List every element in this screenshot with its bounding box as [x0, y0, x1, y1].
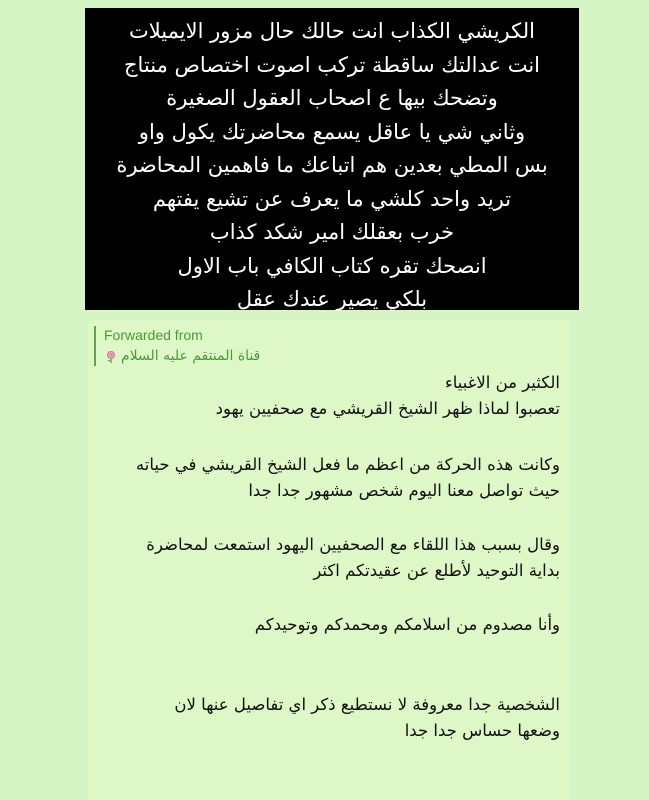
- overlay-line: وثاني شي يا عاقل يسمع محاضرتك يكول واو: [138, 119, 526, 144]
- overlay-line: خرب بعقلك امير شكد كذاب: [209, 220, 455, 244]
- message-paragraph: [98, 452, 560, 504]
- message-line: الشخصية جدا معروفة لا نستطيع ذكر اي تفاصيل عنها لان: [174, 695, 560, 714]
- screenshot-text-overlay: [85, 8, 579, 310]
- message-paragraph: [98, 692, 560, 744]
- overlay-line: بلكي يصير عندك عقل: [236, 287, 428, 311]
- message-paragraph: [98, 532, 560, 584]
- message-line: وقال بسبب هذا اللقاء مع الصحفيين اليهود استمعت لمحاضرة: [146, 535, 560, 554]
- message-text: [98, 370, 560, 744]
- overlay-line: تريد واحد كلشي ما يعرف عن تشيع يفتهم: [152, 186, 512, 211]
- rose-icon: [104, 349, 118, 363]
- forward-source-name: قناة المنتقم عليه السلام: [121, 348, 261, 364]
- message-bubble[interactable]: [88, 320, 570, 800]
- message-line: وضعها حساس جدا جدا: [404, 721, 560, 740]
- forward-source[interactable]: [104, 346, 404, 366]
- message-line: حيث تواصل معنا اليوم شخص مشهور جدا جدا: [248, 481, 560, 500]
- overlay-line: وتضحك بيها ع اصحاب العقول الصغيرة: [166, 86, 498, 110]
- message-paragraph: [98, 370, 560, 422]
- forwarded-label: Forwarded from: [104, 327, 203, 343]
- overlay-line: بس المطي بعدين هم اتباعك ما فاهمين المحاضرة: [116, 153, 548, 177]
- overlay-line: انصحك تقره كتاب الكافي باب الاول: [177, 253, 487, 278]
- message-line: الكثير من الاغبياء: [444, 373, 560, 392]
- message-paragraph: [98, 612, 560, 638]
- message-line: وكانت هذه الحركة من اعظم ما فعل الشيخ القريشي في حياته: [135, 455, 560, 474]
- forward-header[interactable]: [94, 326, 404, 366]
- overlay-line: انت عدالتك ساقطة تركب اصوت اختصاص منتاج: [123, 52, 541, 77]
- message-line: وأنا مصدوم من اسلامكم ومحمدكم وتوحيدكم: [254, 615, 560, 634]
- message-line: تعصبوا لماذا ظهر الشيخ القريشي مع صحفيين يهود: [215, 399, 560, 418]
- message-line: بداية التوحيد لأطلع عن عقيدتكم اكثر: [313, 561, 560, 580]
- overlay-line: الكريشي الكذاب انت حالك حال مزور الايميلات: [129, 19, 535, 43]
